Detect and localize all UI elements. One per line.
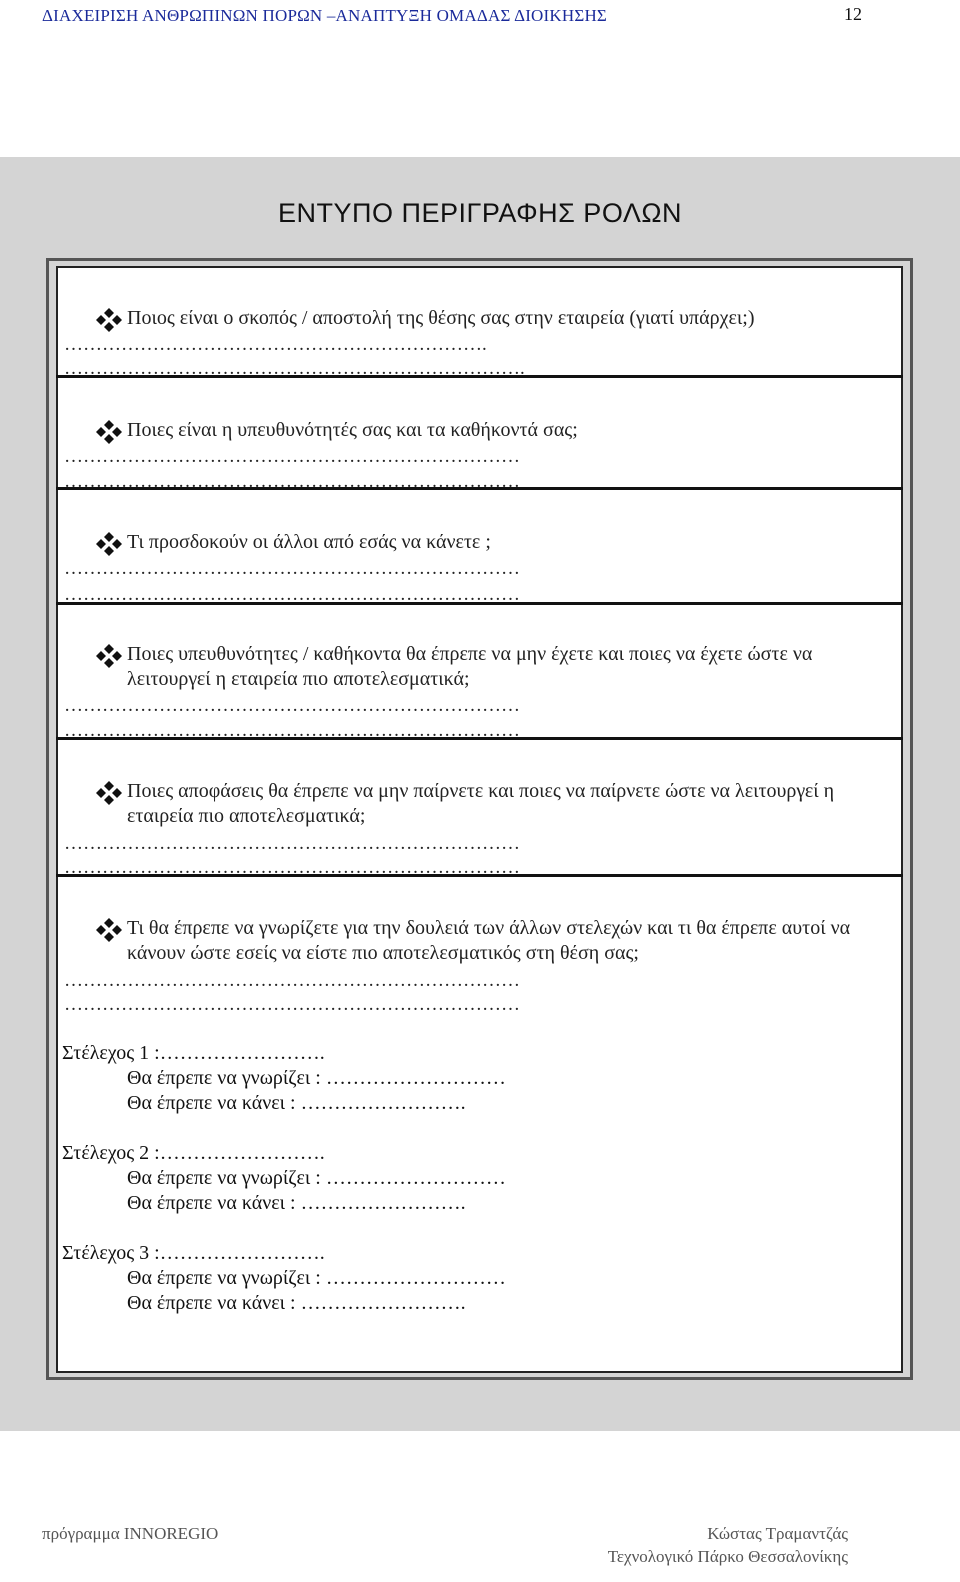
question-text: Τι θα έπρεπε να γνωρίζετε για την δουλειά των άλλων στελεχών και τι θα έπρεπε αυτοί να κάνουν ώστε εσείς να είστε πιο αποτελεσματικός στη θέση σας; xyxy=(127,917,851,964)
four-diamond-bullet-icon xyxy=(95,643,123,669)
answer-line[interactable]: ……………………………………………………………… xyxy=(64,857,520,878)
question-item xyxy=(95,916,885,966)
question-item xyxy=(95,779,885,829)
answer-line[interactable]: ……………………………………………………………… xyxy=(64,558,520,579)
executive-should-do[interactable]: Θα έπρεπε να κάνει : ……………………. xyxy=(127,1092,466,1114)
question-item xyxy=(95,642,885,692)
question-text: Τι προσδοκούν οι άλλοι από εσάς να κάνετε ; xyxy=(127,531,491,553)
question-item xyxy=(95,306,885,331)
question-text: Ποιος είναι ο σκοπός / αποστολή της θέσης σας στην εταιρεία (γιατί υπάρχει;) xyxy=(127,307,755,329)
four-diamond-bullet-icon xyxy=(95,917,123,943)
executive-should-know[interactable]: Θα έπρεπε να γνωρίζει : ……………………… xyxy=(127,1067,506,1089)
executive-label[interactable]: Στέλεχος 3 :……………………. xyxy=(62,1242,325,1264)
answer-line[interactable]: ……………………………………………………………… xyxy=(64,584,520,605)
executive-should-know[interactable]: Θα έπρεπε να γνωρίζει : ……………………… xyxy=(127,1167,506,1189)
question-text: Ποιες είναι η υπευθυνότητές σας και τα καθήκοντά σας; xyxy=(127,419,578,441)
four-diamond-bullet-icon xyxy=(95,531,123,557)
executive-should-do[interactable]: Θα έπρεπε να κάνει : ……………………. xyxy=(127,1192,466,1214)
page-number: 12 xyxy=(844,4,862,24)
footer-institution: Τεχνολογικό Πάρκο Θεσσαλονίκης xyxy=(607,1547,848,1566)
form-title: ΕΝΤΥΠΟ ΠΕΡΙΓΡΑΦΗΣ ΡΟΛΩΝ xyxy=(277,198,683,228)
answer-line[interactable]: ……………………………………………………………… xyxy=(64,833,520,854)
answer-line[interactable]: ……………………………………………………………… xyxy=(64,994,520,1015)
footer-program: πρόγραμμα INNOREGIO xyxy=(42,1524,219,1543)
question-text: Ποιες αποφάσεις θα έπρεπε να μην παίρνετε και ποιες να παίρνετε ώστε να λειτουργεί η εταιρεία πιο αποτελεσματικά; xyxy=(127,780,835,827)
four-diamond-bullet-icon xyxy=(95,419,123,445)
question-item xyxy=(95,530,885,555)
answer-line[interactable]: ………………………………………………………………. xyxy=(64,358,525,379)
answer-line[interactable]: ……………………………………………………………… xyxy=(64,471,520,492)
executive-label[interactable]: Στέλεχος 1 :……………………. xyxy=(62,1042,325,1064)
answer-line[interactable]: ……………………………………………………………… xyxy=(64,720,520,741)
question-item xyxy=(95,418,885,443)
footer-author: Κώστας Τραμαντζάς xyxy=(707,1524,848,1543)
answer-line[interactable]: ……………………………………………………………… xyxy=(64,446,520,467)
document-title: ΔΙΑΧΕΙΡΙΣΗ ΑΝΘΡΩΠΙΝΩΝ ΠΟΡΩΝ –ΑΝΑΠΤΥΞΗ ΟΜΑΔΑΣ ΔΙΟΙΚΗΣΗΣ xyxy=(42,6,608,25)
four-diamond-bullet-icon xyxy=(95,780,123,806)
executive-label[interactable]: Στέλεχος 2 :……………………. xyxy=(62,1142,325,1164)
answer-line[interactable]: ……………………………………………………………… xyxy=(64,695,520,716)
question-text: Ποιες υπευθυνότητες / καθήκοντα θα έπρεπε να μην έχετε και ποιες να έχετε ώστε να λειτουργεί η εταιρεία πιο αποτελεσματικά; xyxy=(127,643,813,690)
executive-should-do[interactable]: Θα έπρεπε να κάνει : ……………………. xyxy=(127,1292,466,1314)
executive-should-know[interactable]: Θα έπρεπε να γνωρίζει : ……………………… xyxy=(127,1267,506,1289)
answer-line[interactable]: ……………………………………………………………… xyxy=(64,970,520,991)
four-diamond-bullet-icon xyxy=(95,307,123,333)
answer-line[interactable]: …………………………………………………………. xyxy=(64,334,487,355)
